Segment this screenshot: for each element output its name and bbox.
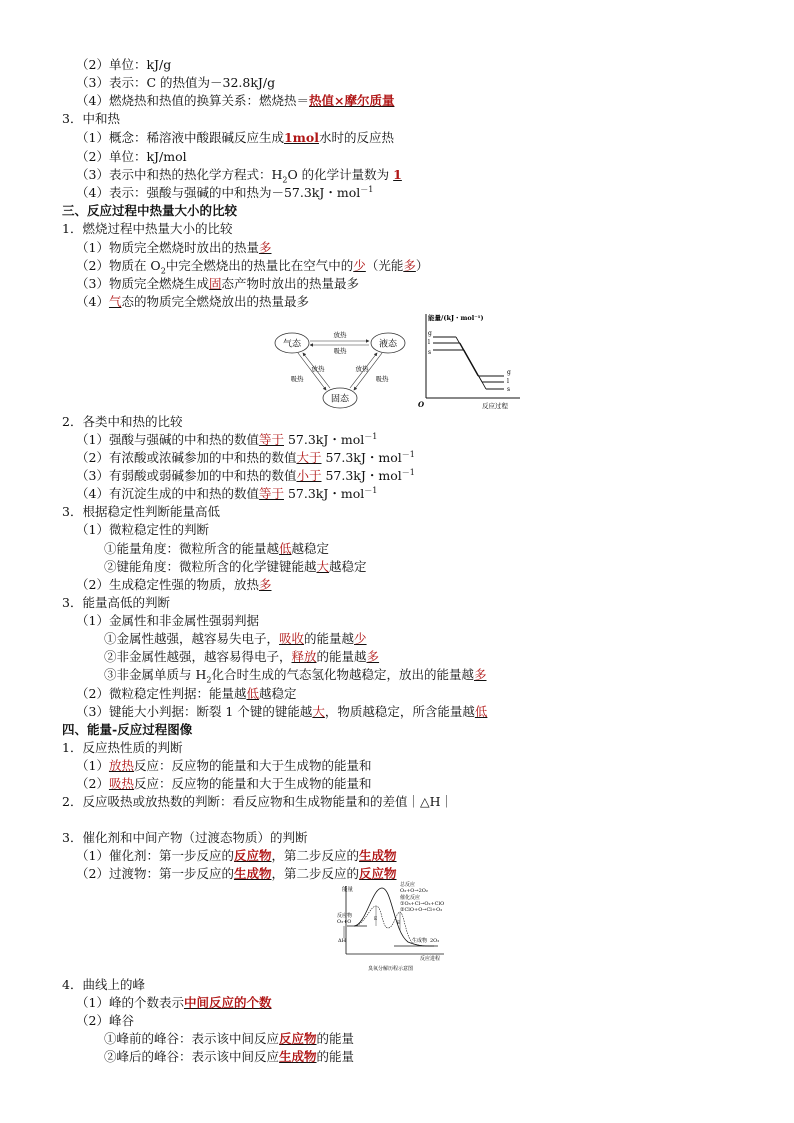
svg-text:O₃+O→2O₂: O₃+O→2O₂ [400,888,428,894]
answer-blank: 多 [403,258,416,273]
answer-blank: 低 [279,541,292,556]
line-text: （4）有沉淀生成的中和热的数值 [76,486,259,501]
line-text: 的能量越 [316,649,367,664]
line-text: （4）燃烧热和热值的换算关系：燃烧热＝ [76,93,309,108]
svg-text:g: g [507,369,511,376]
answer-blank: 吸热 [108,776,134,791]
line-f2 [104,630,367,648]
line-text: 反应：反应物的能量和大于生成物的能量和 [133,776,372,791]
line-text: （1）金属性和非金属性强弱判据 [76,613,259,628]
answer-blank: 生成物 [359,848,397,863]
svg-text:放热: 放热 [355,365,369,373]
svg-text:能量: 能量 [342,887,354,893]
line-e0 [62,503,220,521]
line-a1 [76,56,171,74]
answer-blank: 固 [208,276,222,291]
line-text: －1 [401,449,415,459]
line-text: －1 [360,184,374,194]
answer-blank: 反应物 [279,1031,317,1046]
answer-blank: 小于 [296,468,322,483]
line-text: 越稳定 [258,686,297,701]
line-text: （2）单位：kJ/g [76,57,172,72]
line-text: 化合时生成的气态氢化物越稳定，放出的能量越 [211,667,474,682]
line-i3 [104,1030,354,1048]
solid-label: 固态 [330,394,350,405]
line-text: 越稳定 [291,541,330,556]
line-text: （3）有弱酸或弱碱参加的中和热的数值 [76,468,297,483]
line-text: 水时的反应热 [318,130,394,145]
line-text: 3．催化剂和中间产物（过渡态物质）的判断 [62,830,308,845]
line-text: （2）物质在 O [76,258,161,273]
line-b4 [76,184,373,202]
line-text: 57.3kJ・mol [321,450,402,465]
ea2-label: E [397,921,401,926]
line-d2 [76,449,415,467]
line-b3 [76,166,402,184]
line-text: （1）微粒稳定性的判断 [76,522,209,537]
liquid-label: 液态 [378,339,398,350]
line-text: 反应：反应物的能量和大于生成物的能量和 [133,758,372,773]
line-d1 [76,431,377,449]
line-b2 [76,148,187,166]
svg-text:催化反应: 催化反应 [400,895,421,901]
line-text: （2）过渡物：第一步反应的 [76,866,234,881]
svg-text:ΔH: ΔH [338,938,346,944]
line-text: 2．各类中和热的比较 [62,414,183,429]
line-i4 [104,1048,354,1066]
ozone-decomposition-chart [334,880,458,974]
answer-blank: 大 [312,704,325,719]
answer-blank: 少 [353,258,366,273]
section-heading-4 [62,721,192,739]
line-text: 3．能量高低的判断 [62,595,170,610]
line-text: （4） [76,294,109,309]
answer-blank: 多 [258,240,272,255]
svg-text:l: l [507,378,509,385]
line-text: ②键能角度：微粒所含的化学键键能越 [104,559,317,574]
line-f6 [76,703,487,721]
answer-blank: 反应物 [359,866,397,881]
line-b0 [62,110,120,128]
line-text: －1 [364,431,378,441]
line-text: 三、反应过程中热量大小的比较 [62,203,238,218]
line-text: （1）概念：稀溶液中酸跟碱反应生成 [76,130,284,145]
svg-text:2O₂: 2O₂ [430,938,440,944]
line-h0 [62,829,307,847]
svg-text:s: s [428,349,432,356]
line-text: ①能量角度：微粒所含的能量越 [104,541,280,556]
line-e3 [104,558,367,576]
svg-text:反应过程: 反应过程 [482,402,508,410]
line-text: ①峰前的峰谷：表示该中间反应 [104,1031,280,1046]
answer-blank: 生成物 [279,1049,317,1064]
line-text: O 的化学计量数为 [287,167,394,182]
line-text: 2 [206,675,212,685]
energy-levels-chart [416,310,526,414]
svg-text:②ClO+O→Cl+O₂: ②ClO+O→Cl+O₂ [400,907,443,913]
svg-text:放热: 放热 [311,365,325,373]
svg-text:①O₃+Cl→O₂+ClO: ①O₃+Cl→O₂+ClO [400,901,445,907]
line-text: （1）峰的个数表示 [76,995,184,1010]
line-a2 [76,74,275,92]
svg-text:g: g [428,330,432,337]
line-text: （3）物质完全燃烧生成 [76,276,209,291]
answer-blank: 大于 [296,450,322,465]
line-text: （1）催化剂：第一步反应的 [76,848,234,863]
answer-blank: 吸收 [279,631,305,646]
line-text: 态产物时放出的热量最多 [221,276,359,291]
svg-text:l: l [428,339,430,346]
line-text: 4．曲线上的峰 [62,977,145,992]
line-text: （3）表示：C 的热值为－32.8kJ/g [76,75,276,90]
line-text: （4）表示：强酸与强碱的中和热为－57.3kJ・mol [76,185,361,200]
answer-blank: 1mol [283,130,319,145]
line-text: 2．反应吸热或放热数的判断：看反应物和生成物能量和的差值｜△H｜ [62,794,453,809]
line-g1 [62,739,182,757]
line-text: ，第二步反应的 [271,848,359,863]
svg-text:总反应: 总反应 [400,882,416,888]
svg-text:s: s [507,386,511,393]
svg-text:放热: 放热 [333,331,347,339]
line-text: （光能 [365,258,404,273]
line-text: （1）物质完全燃烧时放出的热量 [76,240,259,255]
answer-blank: 低 [246,686,259,701]
line-c1 [62,220,232,238]
line-text: 的能量越 [304,631,355,646]
line-f1 [76,612,259,630]
line-text: 57.3kJ・mol [283,486,365,501]
line-f0 [62,594,170,612]
line-i0 [62,976,145,994]
answer-blank: 多 [473,667,487,682]
line-text: 3．中和热 [62,111,120,126]
svg-text:反应进程: 反应进程 [420,956,441,962]
answer-blank: 热值×摩尔质量 [308,93,395,108]
line-h1 [76,847,397,865]
line-text: （2）生成稳定性强的物质，放热 [76,577,259,592]
line-text: ） [415,258,429,273]
line-text: 越稳定 [329,559,367,574]
line-text: 57.3kJ・mol [283,432,365,447]
ea1-label: E [374,917,378,922]
line-text: －1 [401,467,415,477]
answer-blank: 多 [366,649,380,664]
line-text: （1）强酸与强碱的中和热的数值 [76,432,259,447]
svg-text:生成物: 生成物 [412,938,428,944]
answer-blank: 生成物 [233,866,272,881]
line-g4 [62,793,453,811]
line-d4 [76,485,377,503]
line-d0 [62,413,182,431]
line-text: ②峰后的峰谷：表示该中间反应 [104,1049,280,1064]
line-text: 中完全燃烧出的热量比在空气中的 [165,258,354,273]
answer-blank: 放热 [108,758,134,773]
line-text: （3）键能大小判据：断裂 1 个键的键能越 [76,704,313,719]
answer-blank: 低 [474,704,488,719]
gas-label: 气态 [282,339,302,350]
line-text: 2 [282,175,288,185]
line-text: ①金属性越强，越容易失电子， [104,631,280,646]
line-e2 [104,540,329,558]
svg-text:吸热: 吸热 [290,375,304,383]
answer-blank: 1 [393,167,402,182]
line-c4 [76,275,359,293]
line-text: 态的物质完全燃烧放出的热量最多 [121,294,309,309]
line-text: 57.3kJ・mol [321,468,402,483]
line-a3 [76,92,394,110]
answer-blank: 反应物 [233,848,272,863]
line-c2 [76,239,271,257]
answer-blank: 等于 [258,432,284,447]
answer-blank: 少 [354,631,367,646]
answer-blank: 中间反应的个数 [183,995,272,1010]
line-text: （2）微粒稳定性判据：能量越 [76,686,247,701]
line-text: （2） [76,776,109,791]
answer-blank: 释放 [291,649,317,664]
line-f5 [76,685,297,703]
svg-text:反应物: 反应物 [337,913,353,919]
line-text: （2）单位：kJ/mol [76,149,187,164]
line-c3 [76,257,428,275]
svg-text:O: O [418,400,425,409]
line-text: 1．反应热性质的判断 [62,740,183,755]
line-e1 [76,521,209,539]
line-c5 [76,293,309,311]
answer-blank: 大 [316,559,330,574]
line-b1 [76,129,394,147]
line-text: ③非金属单质与 H [104,667,207,682]
line-d3 [76,467,415,485]
svg-text:吸热: 吸热 [333,347,347,355]
answer-blank: 气 [108,294,122,309]
svg-text:臭氧分解历程示意图: 臭氧分解历程示意图 [368,966,414,972]
line-text: 的能量 [316,1049,355,1064]
line-text: ，物质越稳定，所含能量越 [324,704,475,719]
line-text: 3．根据稳定性判断能量高低 [62,504,220,519]
line-g2 [76,757,371,775]
line-text: （2）峰谷 [76,1013,134,1028]
answer-blank: 等于 [258,486,284,501]
line-e4 [76,576,271,594]
answer-blank: 多 [258,577,272,592]
line-text: －1 [364,485,378,495]
line-text: 四、能量-反应过程图像 [62,722,193,737]
svg-text:吸热: 吸热 [375,375,389,383]
line-text: （2）有浓酸或浓碱参加的中和热的数值 [76,450,297,465]
line-i1 [76,994,271,1012]
line-text: （3）表示中和热的热化学方程式：H [76,167,283,182]
section-heading-3 [62,202,237,220]
svg-text:O₃+O: O₃+O [337,919,352,925]
line-g3 [76,775,371,793]
svg-text:能量/(kJ・mol⁻¹): 能量/(kJ・mol⁻¹) [428,314,484,322]
line-text: 的能量 [316,1031,355,1046]
line-f4 [104,666,487,684]
state-change-diagram [272,322,414,412]
line-text: 1．燃烧过程中热量大小的比较 [62,221,233,236]
line-text: ，第二步反应的 [271,866,359,881]
line-text: 2 [160,266,166,276]
line-text: ②非金属性越强，越容易得电子， [104,649,292,664]
line-f3 [104,648,379,666]
line-i2 [76,1012,134,1030]
line-text: （1） [76,758,109,773]
